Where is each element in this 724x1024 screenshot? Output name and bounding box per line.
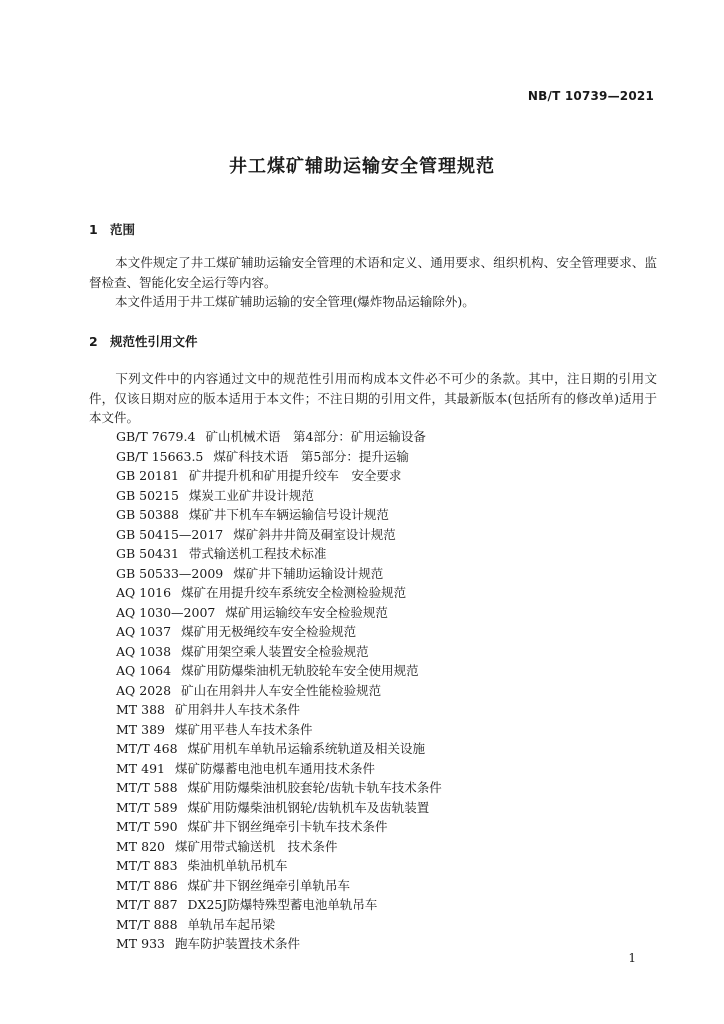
- page-number: 1: [628, 951, 636, 965]
- section-2-intro: [89, 369, 657, 428]
- reference-code: GB 50415—2017: [116, 526, 224, 542]
- reference-code: AQ 2028: [116, 682, 172, 698]
- reference-item: [116, 642, 656, 662]
- reference-code: AQ 1030—2007: [116, 604, 216, 620]
- reference-item: [116, 700, 656, 720]
- reference-title: 煤矿用防爆柴油机钢轮/齿轨机车及齿轨装置: [187, 799, 430, 815]
- document-title: 井工煤矿辅助运输安全管理规范: [229, 156, 495, 177]
- reference-title: 单轨吊车起吊梁: [187, 916, 276, 932]
- reference-item: [116, 895, 656, 915]
- reference-code: AQ 1037: [116, 624, 172, 639]
- reference-code: GB/T 15663.5: [116, 448, 204, 464]
- reference-item: [116, 661, 656, 681]
- reference-title: 矿山在用斜井人车安全性能检验规范: [181, 682, 382, 698]
- reference-title: 煤矿用运输绞车安全检验规范: [225, 604, 388, 620]
- reference-title: 矿山机械术语 第4部分：矿用运输设备: [205, 429, 426, 444]
- section-1-paragraph-2: [89, 292, 657, 312]
- reference-title: 煤矿用架空乘人装置安全检验规范: [181, 643, 369, 659]
- reference-title: 矿用斜井人车技术条件: [174, 702, 300, 717]
- section-1-title: 范围: [110, 222, 136, 237]
- reference-title: 煤炭工业矿井设计规范: [188, 487, 314, 503]
- reference-item: [116, 934, 656, 954]
- reference-code: GB 50388: [116, 507, 179, 522]
- reference-code: MT/T 883: [116, 858, 178, 873]
- reference-item: [116, 466, 656, 486]
- reference-item: [116, 856, 656, 876]
- reference-code: GB 20181: [116, 468, 179, 483]
- reference-code: AQ 1038: [116, 643, 172, 659]
- reference-code: MT/T 887: [116, 897, 178, 912]
- standard-code: NB/T 10739—2021: [527, 89, 654, 103]
- normative-references-list: [116, 427, 656, 954]
- section-1-paragraph-2-text: 本文件适用于井工煤矿辅助运输的安全管理(爆炸物品运输除外)。: [115, 294, 475, 309]
- reference-title: DX25J防爆特殊型蓄电池单轨吊车: [187, 897, 378, 912]
- reference-item: [116, 837, 656, 857]
- reference-code: MT/T 888: [116, 916, 178, 932]
- reference-title: 煤矿井下钢丝绳牵引单轨吊车: [187, 877, 351, 893]
- reference-item: [116, 544, 656, 564]
- reference-item: [116, 427, 656, 447]
- reference-item: [116, 720, 656, 740]
- reference-code: MT/T 468: [116, 741, 178, 756]
- section-2-number: 2: [89, 334, 98, 349]
- reference-title: 煤矿用无极绳绞车安全检验规范: [181, 624, 357, 639]
- reference-item: [116, 778, 656, 798]
- reference-code: MT/T 589: [116, 799, 178, 815]
- reference-code: MT 389: [116, 721, 165, 737]
- reference-item: [116, 583, 656, 603]
- reference-item: [116, 622, 656, 642]
- reference-title: 煤矿斜井井筒及硐室设计规范: [233, 526, 396, 542]
- reference-title: 煤矿科技术语 第5部分：提升运输: [213, 448, 409, 464]
- section-2-intro-text: 下列文件中的内容通过文中的规范性引用而构成本文件必不可少的条款。其中，注日期的引用文件，仅该日期对应的版本适用于本文件；不注日期的引用文件，其最新版本(包括所有的修改单)适用于本文件。: [89, 371, 657, 425]
- reference-item: [116, 681, 656, 701]
- reference-code: MT/T 588: [116, 780, 178, 795]
- reference-item: [116, 915, 656, 935]
- reference-code: GB 50533—2009: [116, 565, 224, 581]
- reference-item: [116, 739, 656, 759]
- reference-code: MT/T 886: [116, 877, 178, 893]
- reference-item: [116, 817, 656, 837]
- reference-item: [116, 486, 656, 506]
- reference-title: 煤矿井下钢丝绳牵引卡轨车技术条件: [187, 819, 388, 834]
- reference-item: [116, 447, 656, 467]
- reference-code: GB 50215: [116, 487, 179, 503]
- reference-item: [116, 564, 656, 584]
- section-1-number: 1: [89, 222, 98, 237]
- reference-code: GB/T 7679.4: [116, 429, 196, 444]
- reference-title: 煤矿井下机车车辆运输信号设计规范: [188, 507, 389, 522]
- reference-title: 煤矿用防爆柴油机无轨胶轮车安全使用规范: [181, 663, 419, 678]
- reference-code: MT/T 590: [116, 819, 178, 834]
- reference-title: 跑车防护装置技术条件: [174, 936, 300, 951]
- reference-title: 柴油机单轨吊机车: [187, 858, 288, 873]
- reference-code: MT 820: [116, 838, 165, 854]
- reference-item: [116, 876, 656, 896]
- reference-code: MT 491: [116, 760, 165, 776]
- section-2-title: 规范性引用文件: [110, 334, 198, 349]
- reference-title: 煤矿用带式输送机 技术条件: [174, 838, 338, 854]
- section-1-paragraph-1: [89, 253, 657, 292]
- reference-title: 带式输送机工程技术标准: [188, 546, 327, 561]
- reference-code: MT 933: [116, 936, 165, 951]
- reference-title: 煤矿井下辅助运输设计规范: [233, 565, 384, 581]
- reference-title: 煤矿用防爆柴油机胶套轮/齿轨卡轨车技术条件: [187, 780, 442, 795]
- reference-code: AQ 1064: [116, 663, 172, 678]
- section-1-heading: [89, 220, 135, 238]
- reference-title: 煤矿防爆蓄电池电机车通用技术条件: [174, 760, 375, 776]
- section-1-paragraph-1-text: 本文件规定了井工煤矿辅助运输安全管理的术语和定义、通用要求、组织机构、安全管理要求、监督检查、智能化安全运行等内容。: [89, 255, 657, 290]
- reference-title: 矿井提升机和矿用提升绞车 安全要求: [188, 468, 402, 483]
- section-2-heading: [89, 332, 198, 350]
- reference-code: AQ 1016: [116, 585, 172, 600]
- reference-item: [116, 798, 656, 818]
- reference-item: [116, 505, 656, 525]
- reference-item: [116, 603, 656, 623]
- reference-code: MT 388: [116, 702, 165, 717]
- reference-title: 煤矿在用提升绞车系统安全检测检验规范: [181, 585, 407, 600]
- reference-title: 煤矿用平巷人车技术条件: [174, 721, 313, 737]
- reference-code: GB 50431: [116, 546, 179, 561]
- reference-item: [116, 759, 656, 779]
- reference-item: [116, 525, 656, 545]
- reference-title: 煤矿用机车单轨吊运输系统轨道及相关设施: [187, 741, 426, 756]
